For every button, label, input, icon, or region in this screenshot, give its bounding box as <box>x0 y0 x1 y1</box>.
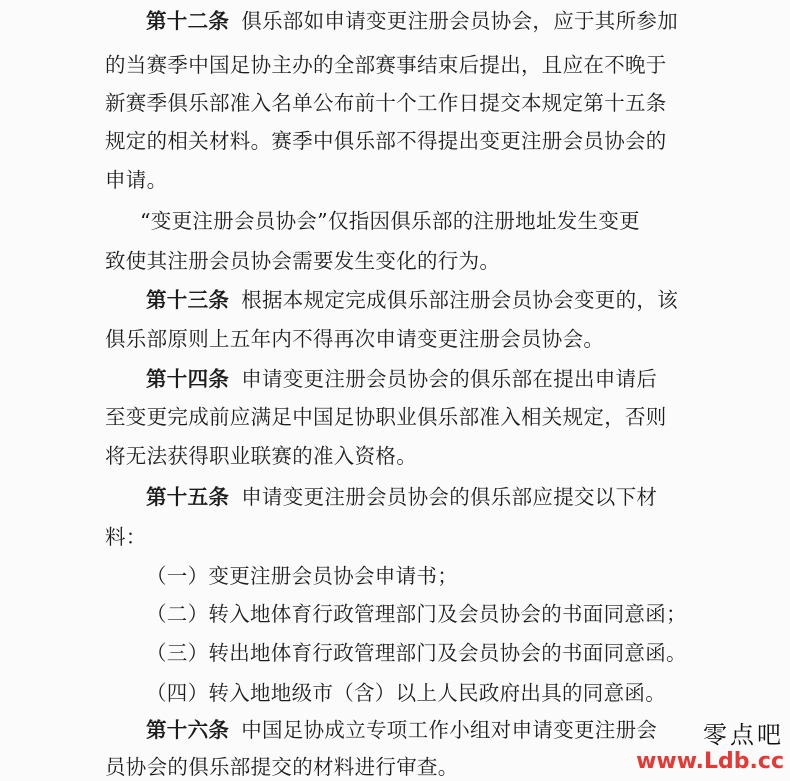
article-14-text: 申请变更注册会员协会的俱乐部在提出申请后 <box>241 367 658 391</box>
list-item-2: （二）转入地体育行政管理部门及会员协会的书面同意函； <box>146 602 687 626</box>
article-12-line-3: 新赛季俱乐部准入名单公布前十个工作日提交本规定第十五条 <box>105 91 667 115</box>
article-12-line-5: 申请。 <box>105 168 168 192</box>
article-15-label: 第十五条 <box>146 485 230 509</box>
watermark-title: 零点吧 <box>703 721 784 749</box>
article-16-label: 第十六条 <box>146 718 230 742</box>
article-12-line-1 <box>146 8 678 34</box>
article-13-label: 第十三条 <box>146 288 230 312</box>
list-item-3: （三）转出地体育行政管理部门及会员协会的书面同意函。 <box>146 641 687 665</box>
article-15-text: 申请变更注册会员协会的俱乐部应提交以下材 <box>241 485 658 509</box>
article-16-line-1 <box>146 717 657 743</box>
definition-line-2: 致使其注册会员协会需要发生变化的行为。 <box>105 249 501 273</box>
watermark-url: www.Ldb.cc <box>636 749 784 774</box>
article-12-line-2: 的当赛季中国足协主办的全部赛事结束后提出，且应在不晚于 <box>105 53 667 77</box>
definition-line-1: “变更注册会员协会”仅指因俱乐部的注册地址发生变更 <box>140 209 640 233</box>
article-15-line-2: 料： <box>105 525 147 549</box>
article-12-text: 俱乐部如申请变更注册会员协会，应于其所参加 <box>241 9 679 33</box>
article-14-line-3: 将无法获得职业联赛的准入资格。 <box>105 444 417 468</box>
watermark <box>636 721 784 775</box>
article-12-line-4: 规定的相关材料。赛季中俱乐部不得提出变更注册会员协会的 <box>105 129 667 153</box>
article-13-line-2: 俱乐部原则上五年内不得再次申请变更注册会员协会。 <box>105 327 605 351</box>
article-14-label: 第十四条 <box>146 367 230 391</box>
article-16-line-2: 员协会的俱乐部提交的材料进行审查。 <box>105 755 459 779</box>
article-13-text: 根据本规定完成俱乐部注册会员协会变更的，该 <box>241 288 679 312</box>
article-15-line-1 <box>146 484 657 510</box>
article-14-line-1 <box>146 366 657 392</box>
article-16-text: 中国足协成立专项工作小组对申请变更注册会 <box>241 718 658 742</box>
article-13-line-1 <box>146 287 678 313</box>
article-12-label: 第十二条 <box>146 9 230 33</box>
article-14-line-2: 至变更完成前应满足中国足协职业俱乐部准入相关规定，否则 <box>105 405 667 429</box>
list-item-4: （四）转入地地级市（含）以上人民政府出具的同意函。 <box>146 681 666 705</box>
list-item-1: （一）变更注册会员协会申请书； <box>146 564 458 588</box>
